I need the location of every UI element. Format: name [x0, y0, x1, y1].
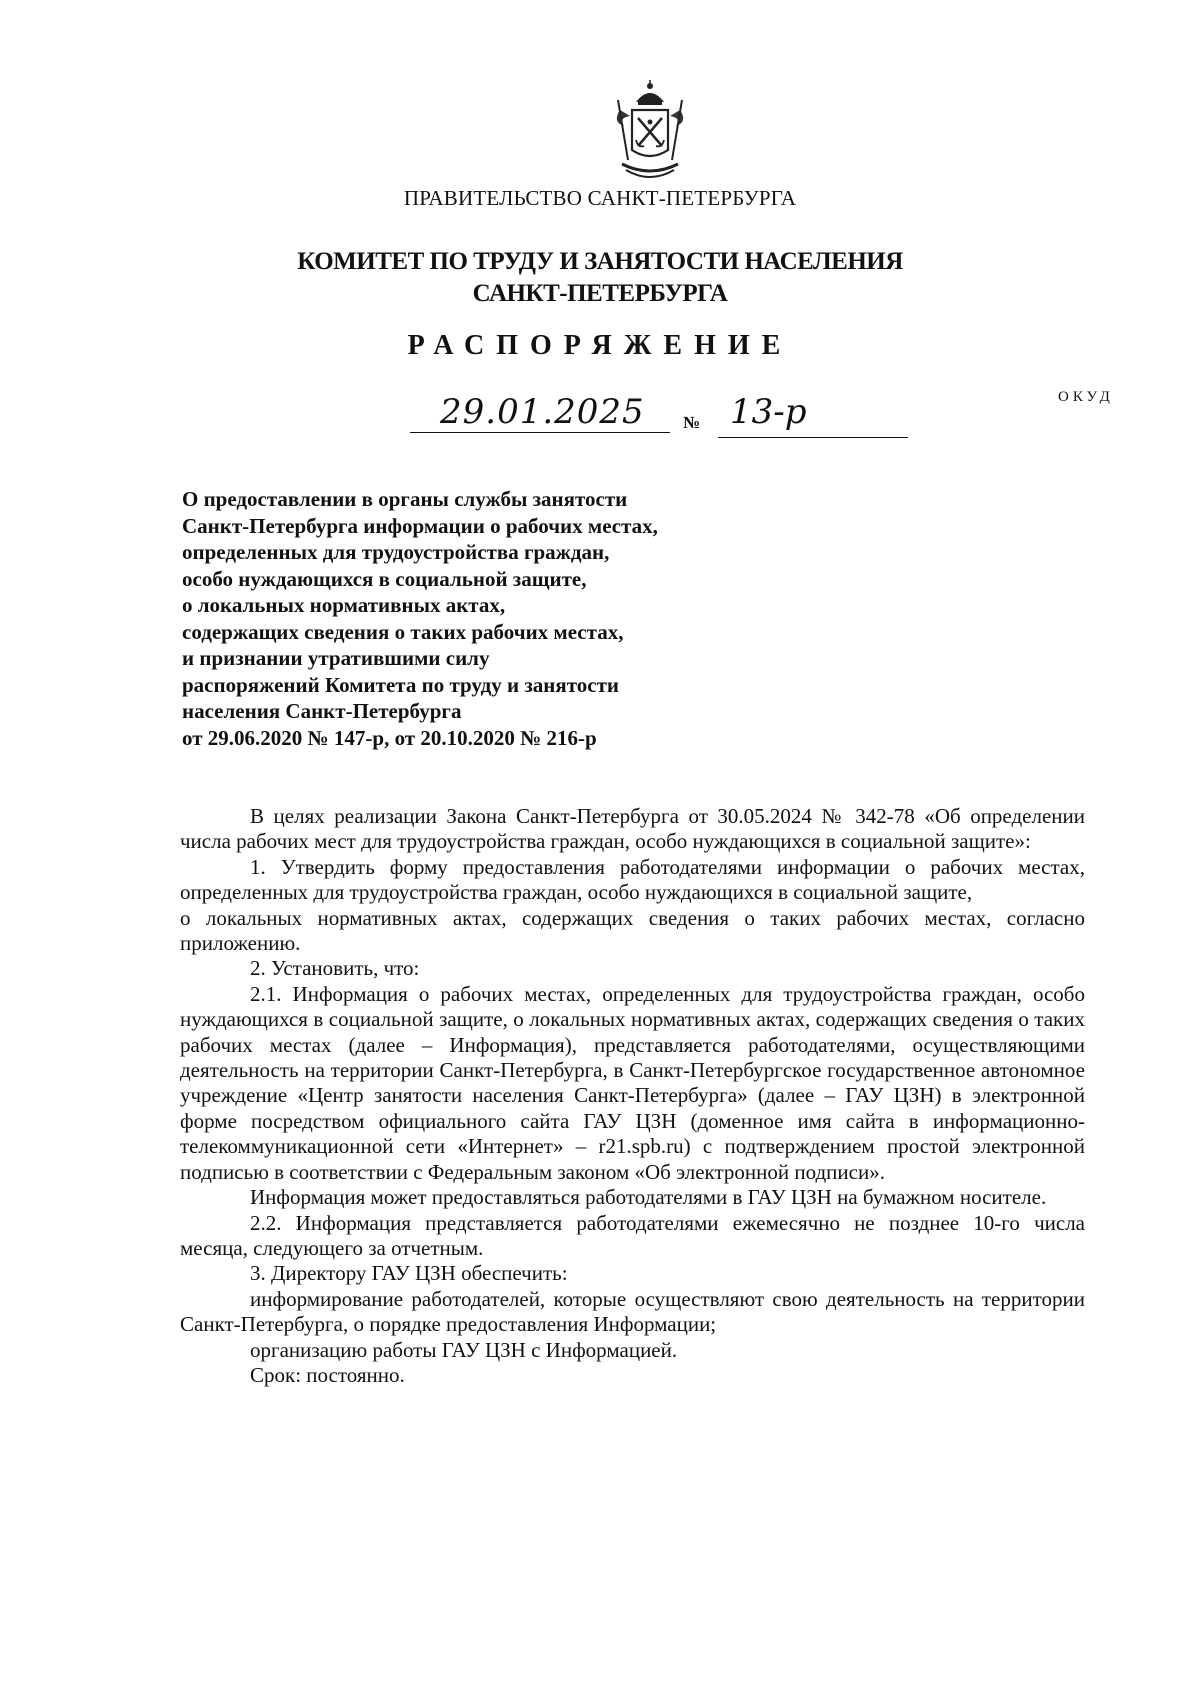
- committee-name-line-2: САНКТ-ПЕТЕРБУРГА: [472, 280, 728, 307]
- okud-label: ОКУД: [1058, 389, 1114, 405]
- date-underline: [410, 432, 670, 433]
- body-paragraph: 2. Установить, что:: [250, 956, 420, 981]
- body-paragraph: 2.2. Информация представляется работодателями ежемесячно не позднее 10-го числа месяца, следующего за отчетным.: [180, 1210, 1085, 1260]
- document-body: [180, 804, 1085, 1388]
- government-name: ПРАВИТЕЛЬСТВО САНКТ-ПЕТЕРБУРГА: [403, 186, 797, 210]
- subject-line: распоряжений Комитета по труду и занятости: [182, 672, 620, 697]
- body-paragraph: 1. Утвердить форму предоставления работодателями информации о рабочих местах, определенных для трудоустройства граждан, особо нуждающихся в социальной защите,: [180, 854, 1085, 905]
- subject-line: О предоставлении в органы службы занятости: [182, 487, 628, 511]
- document-date: 29.01.2025: [440, 392, 645, 432]
- committee-name: [0, 246, 1200, 310]
- body-paragraph: о локальных нормативных актах, содержащих сведения о таких рабочих местах, согласно приложению.: [180, 905, 1085, 956]
- body-paragraph: организацию работы ГАУ ЦЗН с Информацией.: [250, 1337, 678, 1362]
- subject-line: от 29.06.2020 № 147-р, от 20.10.2020 № 216-р: [182, 725, 597, 750]
- body-paragraph: Информация может предоставляться работодателями в ГАУ ЦЗН на бумажном носителе.: [250, 1185, 1047, 1210]
- document-number: 13-р: [730, 392, 807, 432]
- body-paragraph: информирование работодателей, которые осуществляют свою деятельность на территории Санкт-Петербурга, о порядке предоставления Информации;: [180, 1286, 1085, 1337]
- subject-line: Санкт-Петербурга информации о рабочих местах,: [182, 513, 658, 538]
- body-paragraph: 2.1. Информация о рабочих местах, определенных для трудоустройства граждан, особо нуждающихся в социальной защите, о локальных нормативных актах, содержащих сведения о таких рабочих местах (далее – Информация), представляется работодателями, осуществляющими деятельность на территории Санкт-Петербурга, в Санкт-Петербургское государственное автономное учреждение «Центр занятости населения Санкт-Петербурга» (далее – ГАУ ЦЗН) в электронной форме посредством официального сайта ГАУ ЦЗН (доменное имя сайта в информационно-телекоммуникационной сети «Интернет» – r21.spb.ru) с подтверждением простой электронной подписью в соответствии с Федеральным законом «Об электронной подписи».: [180, 981, 1085, 1184]
- subject-line: особо нуждающихся в социальной защите,: [182, 566, 587, 591]
- subject-line: содержащих сведения о таких рабочих местах,: [182, 619, 624, 644]
- subject-line: населения Санкт-Петербурга: [182, 699, 462, 723]
- committee-name-line-1: КОМИТЕТ ПО ТРУДУ И ЗАНЯТОСТИ НАСЕЛЕНИЯ: [297, 248, 903, 275]
- number-sign: №: [683, 413, 701, 432]
- body-paragraph: 3. Директору ГАУ ЦЗН обеспечить:: [250, 1261, 568, 1286]
- document-type: РАСПОРЯЖЕНИЕ: [407, 330, 793, 361]
- body-paragraph: В целях реализации Закона Санкт-Петербурга от 30.05.2024 № 342-78 «Об определении числа рабочих мест для трудоустройства граждан, особо нуждающихся в социальной защите»:: [180, 804, 1085, 854]
- subject-line: и признании утратившими силу: [182, 646, 490, 670]
- document-subject: [182, 486, 658, 751]
- number-underline: [718, 437, 908, 438]
- subject-line: определенных для трудоустройства граждан,: [182, 540, 610, 564]
- subject-line: о локальных нормативных актах,: [182, 593, 506, 617]
- body-paragraph: Срок: постоянно.: [250, 1362, 405, 1387]
- st-petersburg-coat-of-arms-icon: [610, 80, 690, 184]
